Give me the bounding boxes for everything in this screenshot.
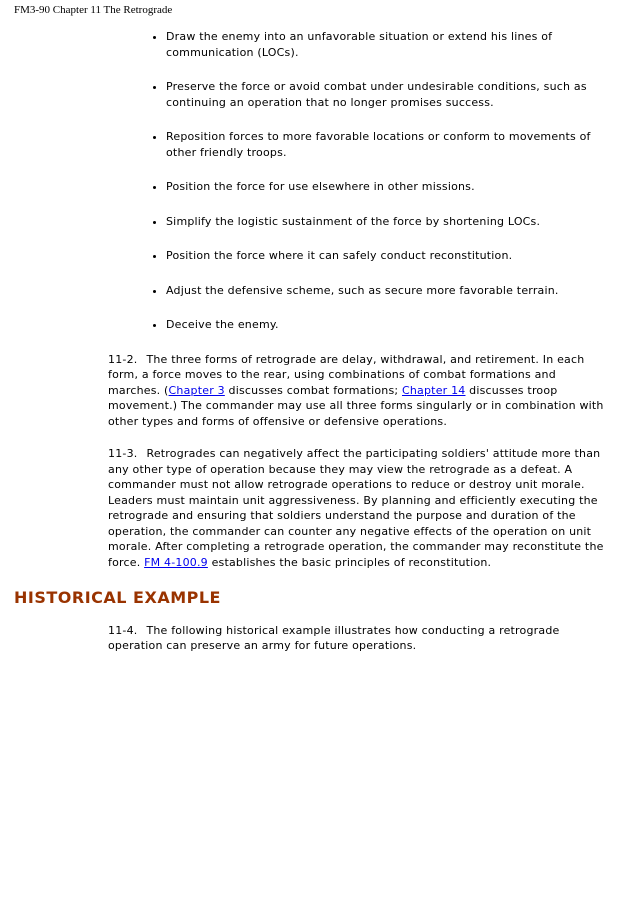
list-item: [166, 248, 610, 264]
list-item: [166, 179, 610, 195]
list-item-text: Adjust the defensive scheme, such as secure more favorable terrain.: [166, 283, 559, 297]
list-item-text: Position the force for use elsewhere in other missions.: [166, 180, 475, 193]
list-item: [166, 317, 610, 333]
list-item: [166, 29, 610, 60]
list-item-text: Draw the enemy into an unfavorable situation or extend his lines of communication (LOCs).: [166, 30, 553, 59]
list-item: [166, 283, 610, 299]
list-item-text: Deceive the enemy.: [166, 318, 279, 331]
list-item: [166, 79, 610, 110]
fm-4-100-9-link[interactable]: FM 4-100.9: [144, 555, 208, 569]
list-item-text: Simplify the logistic sustainment of the force by shortening LOCs.: [166, 214, 541, 228]
list-item-text: Reposition forces to more favorable locations or conform to movements of other friendly troops.: [166, 130, 591, 159]
paragraph-text: The following historical example illustrates how conducting a retrograde operation can preserve an army for future operations.: [108, 623, 560, 652]
objectives-list: [0, 29, 610, 333]
chapter-3-link[interactable]: Chapter 3: [168, 383, 225, 397]
paragraph-text: establishes the basic principles of reconstitution.: [207, 555, 492, 569]
list-item-text: Position the force where it can safely conduct reconstitution.: [166, 249, 513, 262]
document-header: FM3-90 Chapter 11 The Retrograde: [14, 4, 173, 16]
paragraph-number: 11-3.: [108, 447, 138, 460]
paragraph-text: Retrogrades can negatively affect the participating soldiers' attitude more than any other type of operation because they may view the retrograde as a defeat. A commander must not allow retrograde operations to reduce or destroy unit morale. Leaders must maintain unit aggressiveness. By planning and efficiently executing the retrograde and ensuring that soldiers understand the purpose and duration of the operation, the commander can counter any negative effects of the operation on unit morale. After completing a retrograde operation, the commander may reconstitute the force.: [108, 447, 604, 569]
paragraph-text: discusses combat formations;: [224, 383, 402, 397]
paragraph-11-3: [108, 446, 611, 570]
section-heading: HISTORICAL EXAMPLE: [14, 588, 221, 607]
list-item-text: Preserve the force or avoid combat under undesirable conditions, such as continuing an operation that no longer promises success.: [166, 80, 587, 109]
list-item: [166, 129, 610, 160]
chapter-14-link[interactable]: Chapter 14: [402, 383, 466, 397]
paragraph-text: The three forms of retrograde are delay, withdrawal, and retirement. In each form, a force moves to the rear, using combinations of combat formations and marches. (: [108, 352, 585, 397]
paragraph-11-2: [108, 352, 611, 430]
paragraph-number: 11-2.: [108, 352, 138, 366]
list-item: [166, 214, 610, 230]
paragraph-11-4: [108, 623, 611, 654]
paragraph-number: 11-4.: [108, 623, 138, 637]
paragraph-text: discusses troop movement.) The commander may use all three forms singularly or in combination with other types and forms of offensive or defensive operations.: [108, 383, 604, 428]
document-content: [0, 29, 635, 654]
